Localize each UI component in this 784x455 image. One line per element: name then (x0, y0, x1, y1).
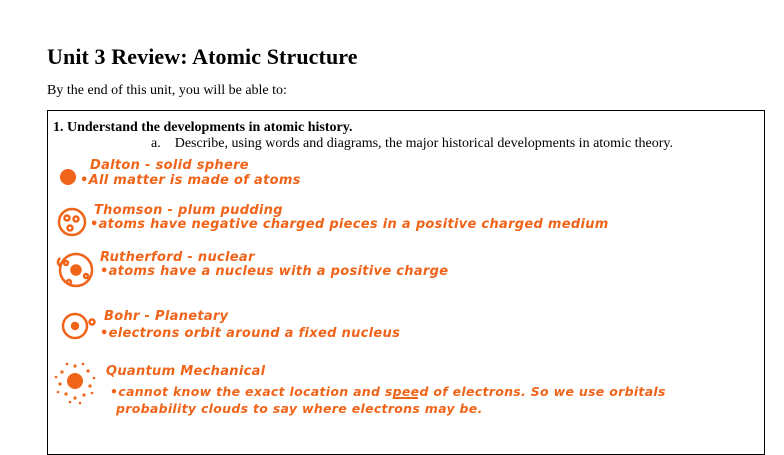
page-title: Unit 3 Review: Atomic Structure (47, 44, 358, 69)
dalton-model-label: Dalton - solid sphere (90, 158, 249, 173)
rutherford-model-label: Rutherford - nuclear (100, 250, 255, 265)
quantum-detail-2: probability clouds to say where electrons may be. (116, 401, 483, 416)
rutherford-detail: •atoms have a nucleus with a positive charge (100, 264, 449, 279)
quantum-detail: •cannot know the exact location and speed of electrons. So we use orbitals (110, 384, 666, 399)
bohr-planetary-icon (63, 314, 95, 338)
thomson-plum-pudding-icon (59, 209, 85, 235)
intro-text: By the end of this unit, you will be able to: (47, 83, 287, 98)
thomson-model-label: Thomson - plum pudding (94, 203, 283, 218)
quantum-cloud-icon (55, 363, 96, 405)
subitem-marker: a. (151, 136, 161, 151)
dalton-detail: •All matter is made of atoms (80, 173, 301, 188)
rutherford-nuclear-icon (58, 254, 92, 286)
dalton-sphere-icon (60, 169, 76, 185)
objective-heading: 1. Understand the developments in atomic history. (53, 120, 353, 135)
subitem-text: Describe, using words and diagrams, the major historical developments in atomic theory. (174, 136, 674, 151)
bohr-model-label: Bohr - Planetary (104, 309, 229, 324)
quantum-model-label: Quantum Mechanical (106, 364, 266, 379)
bohr-detail: •electrons orbit around a fixed nucleus (100, 326, 401, 341)
thomson-detail: •atoms have negative charged pieces in a positive charged medium (90, 217, 609, 232)
